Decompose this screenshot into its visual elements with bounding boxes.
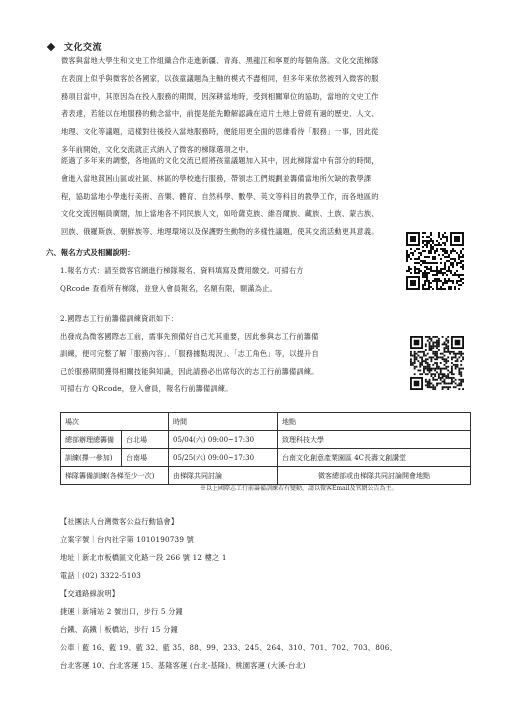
text-line: 程，協助當地小學進行美術、音樂、體育、自然科學、數學、英文等科目的教學工作，而各地區的 <box>61 191 379 201</box>
text-line: 可掃右方 QRcode，登入會員，報名行前籌備訓練。 <box>60 384 233 393</box>
text-line: 多年前開始，文化交流就正式納入了微客的梯隊選項之中。 <box>61 144 254 154</box>
organization-info <box>60 513 480 675</box>
table-cell-time: 由梯隊共同討論 <box>169 467 278 485</box>
table-header-time: 時間 <box>169 413 278 431</box>
org-registration: 立案字號｜台內社字第 1010190739 號 <box>60 535 194 544</box>
signup-qr-code-icon[interactable] <box>406 232 464 290</box>
table-cell-site: 台北場 <box>122 431 169 449</box>
table-cell-place: 微客總部或由梯隊共同討論開會地點 <box>278 467 471 485</box>
training-schedule-table <box>60 412 471 485</box>
culture-paragraph-1 <box>61 52 481 159</box>
training-info <box>60 310 378 398</box>
signup-heading: 六、報名方式及相關說明： <box>46 248 135 257</box>
transport-coach: 台北客運 10、台北客運 15、基隆客運 (台北-基隆)、桃園客運 (大溪-台北) <box>60 661 306 670</box>
text-line: 回族、俄羅斯族、朝鮮族等、地理環境以及保護野生動物的多樣性議題，使其交流活動更具意義。 <box>61 227 379 237</box>
schedule-note: ※以上國際志工行前籌備訓練若有變動，請以微客Email及官網公告為主。 <box>200 485 398 492</box>
text-line: 己於服務期間獲得相關技能與知識，因此請務必出席每次的志工行前籌備訓練。 <box>60 366 319 376</box>
transport-heading: 【交通路線說明】 <box>60 589 120 598</box>
text-line: 務項目當中，其原因為在投入服務的期間，因深耕當地時，受到相關單位的協助，當地的文史工作 <box>61 91 379 101</box>
table-cell-place: 台南文化創意產業園區 4C長壽文創講堂 <box>278 449 471 467</box>
text-line: 地理、文化等議題，這樣對往後投入當地服務時，便能用更全面的思維看待「服務」一事，因此從 <box>61 127 379 137</box>
org-address: 地址｜新北市板橋區文化路一段 266 號 12 樓之 1 <box>60 553 227 562</box>
culture-paragraph-2 <box>61 152 481 241</box>
table-cell-session: 總部辦理總籌備 <box>61 431 122 449</box>
signup-method <box>60 262 378 297</box>
table-cell-place: 致理科技大學 <box>278 431 471 449</box>
org-phone: 電話｜(02) 3322-5103 <box>60 571 142 580</box>
transport-rail: 台鐵、高鐵｜板橋站，步行 15 分鐘 <box>60 625 178 634</box>
table-cell-session: 訓練(擇一參加) <box>61 449 122 467</box>
text-line: 經過了多年來的調整，各地區的文化交流已經將孩童議題加入其中，因此梯隊當中有部分的時間， <box>61 156 379 165</box>
training-qr-code-icon[interactable] <box>410 336 464 390</box>
text-line: QRcode 查看所有梯隊，並登入會員報名，名額有限，額滿為止。 <box>60 283 277 293</box>
table-cell-time: 05/04(六) 09:00~17:30 <box>169 431 278 449</box>
text-line: 文化交流因幅員廣闊，加上當地各不同民族人文，如哈薩克族、維吾爾族、藏族、土族、蒙古族、 <box>61 209 379 219</box>
text-line: 者表達，若能以在地服務的動念當中，前提是能先瞭解認識在這片土地上曾經有過的歷史、人文、 <box>61 109 379 119</box>
text-line: 訓練，便可完整了解「服務內容」、「服務據點現況」、「志工角色」等，以提升自 <box>60 349 319 358</box>
text-line: 1.報名方式：請至微客官網進行梯隊報名、資料填寫及費用繳交。可掃右方 <box>60 266 304 275</box>
text-line: 2.國際志工行前籌備訓練資訊如下： <box>60 314 179 323</box>
table-cell-time: 05/25(六) 09:00~17:30 <box>169 449 278 467</box>
text-line: 會進入當地貧困山區或社區、林區的學校進行服務，帶領志工們規劃並籌備當地所欠缺的教學課 <box>61 173 372 183</box>
table-row <box>61 431 471 449</box>
table-header-session: 場次 <box>61 413 169 431</box>
text-line: 微客與當地大學生和文史工作組織合作走進新疆、青海、黑龍江和寧夏的每個角落。文化交流梯隊 <box>61 56 379 65</box>
transport-bus: 公車｜藍 16、藍 19、藍 32、藍 35、88、99、233、245、264、310、701、702、703、806、 <box>60 643 397 652</box>
text-line: 在表面上似乎與微客於各國家，以孩童議題為主軸的模式不盡相同，但多年來依然被列入微客的服 <box>61 73 379 83</box>
org-name: 【社團法人台灣微客公益行動協會】 <box>60 517 179 526</box>
diamond-bullet-icon <box>47 42 55 50</box>
transport-mrt: 捷運｜新埔站 2 號出口，步行 5 分鐘 <box>60 607 183 616</box>
table-cell-site: 台南場 <box>122 449 169 467</box>
table-header-row <box>61 413 471 431</box>
table-row <box>61 449 471 467</box>
text-line: 出發成為微客國際志工前，需事先預備好自己尤其重要，因此參與志工行前籌備 <box>60 331 319 341</box>
table-cell-session: 梯隊籌備訓練(各梯至少一次) <box>61 467 169 485</box>
table-header-place: 地點 <box>278 413 471 431</box>
table-row <box>61 467 471 485</box>
culture-title-text: 文化交流 <box>64 43 103 53</box>
